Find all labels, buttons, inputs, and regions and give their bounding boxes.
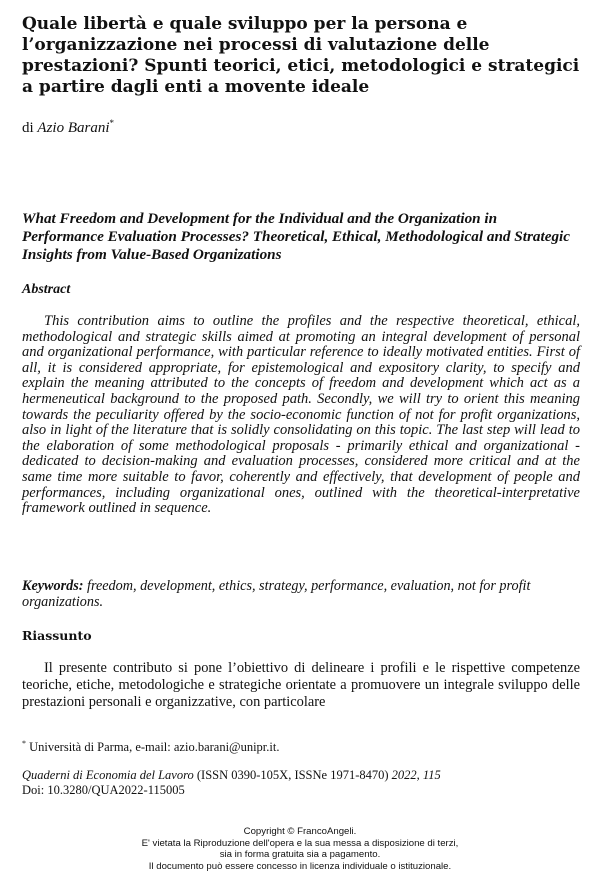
- footnote-text: Università di Parma, e-mail: azio.barani@unipr.it.: [29, 740, 280, 755]
- copyright-line: sia in forma gratuita sia a pagamento.: [219, 849, 381, 861]
- keywords-label: Keywords:: [22, 578, 84, 594]
- author-line: [22, 118, 114, 137]
- journal-issue: 2022, 115: [391, 768, 441, 782]
- copyright-line: Copyright © FrancoAngeli.: [243, 826, 357, 837]
- footnote-mark: *: [22, 739, 26, 748]
- riassunto-heading: Riassunto: [22, 628, 92, 643]
- journal-name: Quaderni di Economia del Lavoro: [22, 768, 194, 782]
- keywords: [22, 579, 580, 610]
- journal-issn: (ISSN 0390-105X, ISSNe 1971-8470): [196, 768, 389, 782]
- copyright-notice: [0, 826, 600, 872]
- keywords-text: freedom, development, ethics, strategy, performance, evaluation, not for profit organizations.: [22, 578, 531, 610]
- article-title: Quale libertà e quale sviluppo per la persona e l’organizzazione nei processi di valutazione delle prestazioni? Spunti teorici, etici, metodologici e strategici a partire dagli enti a movente ideale: [22, 14, 580, 97]
- abstract-text: This contribution aims to outline the profiles and the respective theoretical, ethical, methodological and strategic skills aimed at promoting an integral development of personal and organizational performance, with particular reference to ideally motivated entities. First of all, it is considered appropriate, for epistemological and expository clarity, to specify and explain the meaning attributed to the concepts of freedom and development which act as a hermeneutical background to the proposed path. Secondly, we will try to orient this meaning towards the peculiarity offered by the socio-economic function of not for profit organizations, also in light of the literature that is solidly consolidating on this topic. The last step will lead to the elaboration of some methodological proposals - primarily ethical and organizational - dedicated to decision-making and evaluation processes, considered more critical and at the same time more suitable to favor, coherently and effectively, that development of people and performances, including organizational ones, outlined with the theoretical-interpretative framework outlined in sequence.: [22, 313, 580, 517]
- riassunto-text: Il presente contributo si pone l’obiettivo di delineare i profili e le rispettive competenze teoriche, etiche, metodologiche e strategiche orientate a promuovere un integrale sviluppo delle prestazioni personali e organizzative, con particolare: [22, 660, 580, 710]
- copyright-line: E' vietata la Riproduzione dell'opera e la sua messa a disposizione di terzi,: [141, 837, 459, 849]
- abstract-heading: Abstract: [22, 282, 71, 297]
- author-prefix: di: [22, 120, 34, 136]
- english-title: What Freedom and Development for the Individual and the Organization in Performance Evaluation Processes? Theoretical, Ethical, Methodological and Strategic Insights from Value-Based Organizations: [22, 210, 570, 263]
- author-name: Azio Barani: [37, 120, 110, 136]
- journal-doi: Doi: 10.3280/QUA2022-115005: [22, 783, 185, 797]
- copyright-line: Il documento può essere concesso in licenza individuale o istituzionale.: [148, 860, 452, 872]
- footnote: [22, 739, 279, 755]
- author-footnote-mark: *: [109, 118, 115, 128]
- journal-citation: [22, 768, 441, 798]
